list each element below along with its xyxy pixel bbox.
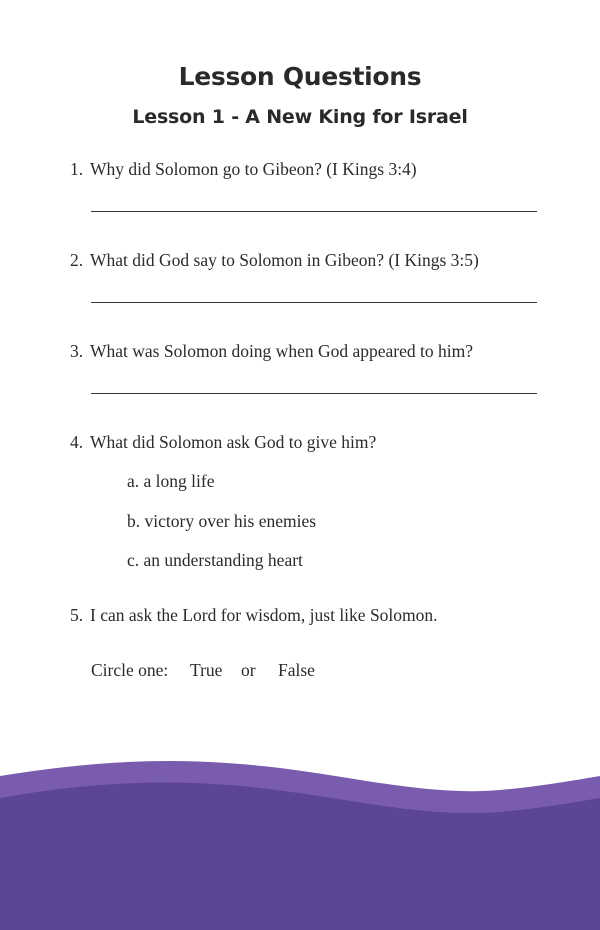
purple-wave-footer: [0, 760, 600, 930]
page-title: Lesson Questions: [178, 62, 422, 91]
answer-line-1[interactable]: [91, 211, 537, 212]
option-b[interactable]: b. victory over his enemies: [127, 511, 317, 531]
question-4: [70, 431, 376, 453]
question-number: 4.: [70, 432, 84, 452]
true-option[interactable]: True: [190, 660, 223, 680]
question-1: [70, 158, 417, 180]
answer-line-3[interactable]: [91, 393, 537, 394]
or-label: or: [241, 660, 256, 680]
question-text: What was Solomon doing when God appeared to him?: [90, 341, 473, 361]
circle-one-row: [91, 659, 315, 681]
option-a[interactable]: a. a long life: [127, 471, 215, 491]
question-number: 1.: [70, 159, 84, 179]
question-2: [70, 249, 479, 271]
question-3: [70, 340, 473, 362]
lesson-subtitle: Lesson 1 - A New King for Israel: [132, 106, 468, 128]
false-option[interactable]: False: [278, 660, 315, 680]
question-number: 5.: [70, 605, 84, 625]
question-number: 2.: [70, 250, 84, 270]
option-c[interactable]: c. an understanding heart: [127, 550, 303, 570]
question-text: What did Solomon ask God to give him?: [90, 432, 377, 452]
answer-line-2[interactable]: [91, 302, 537, 303]
question-number: 3.: [70, 341, 84, 361]
question-text: I can ask the Lord for wisdom, just like Solomon.: [90, 605, 438, 625]
question-text: What did God say to Solomon in Gibeon? (I Kings 3:5): [90, 250, 479, 270]
question-text: Why did Solomon go to Gibeon? (I Kings 3:4): [90, 159, 417, 179]
question-5: [70, 604, 438, 626]
circle-one-label: Circle one:: [91, 660, 169, 680]
